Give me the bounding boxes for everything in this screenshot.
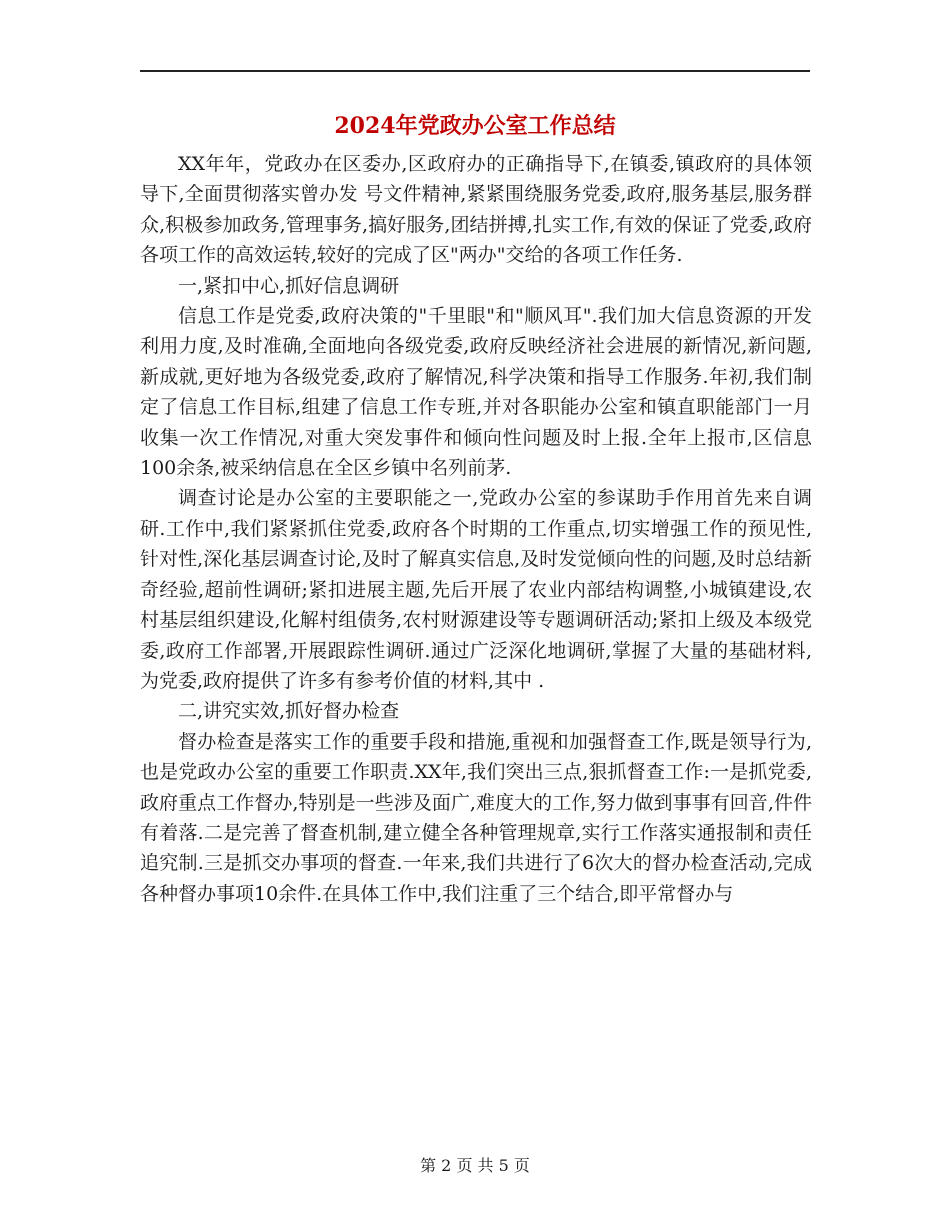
section-heading-2: 二,讲究实效,抓好督办检查 [178,700,400,723]
paragraph-supervision: 督办检查是落实工作的重要手段和措施,重视和加强督查工作,既是领导行为,也是党政办公室的重要工作职责.XX年,我们突出三点,狠抓督查工作:一是抓党委,政府重点工作督办,特别是一些涉及面广,难度大的工作,努力做到事事有回音,件件有着落.二是完善了督查机制,建立健全各种管理规章,实行工作落实通报制和责任追究制.三是抓交办事项的督查.一年来,我们共进行了6次大的督办检查活动,完成各种督办事项10余件.在具体工作中,我们注重了三个结合,即平常督办与 [140,730,812,905]
paragraph-research: 调查讨论是办公室的主要职能之一,党政办公室的参谋助手作用首先来自调研.工作中,我们紧紧抓住党委,政府各个时期的工作重点,切实增强工作的预见性,针对性,深化基层调查讨论,及时了解真实信息,及时发觉倾向性的问题,及时总结新奇经验,超前性调研;紧扣进展主题,先后开展了农业内部结构调整,小城镇建设,农村基层组织建设,化解村组债务,农村财源建设等专题调研活动;紧扣上级及本级党委,政府工作部署,开展跟踪性调研.通过广泛深化地调研,掌握了大量的基础材料,为党委,政府提供了许多有参考价值的材料,其中 . [140,487,812,692]
paragraph-intro: XX年年，党政办在区委办,区政府办的正确指导下,在镇委,镇政府的具体领导下,全面贯彻落实曾办发 号文件精神,紧紧围绕服务党委,政府,服务基层,服务群众,积极参加政务,管理事务,搞好服务,团结拼搏,扎实工作,有效的保证了党委,政府各项工作的高效运转,较好的完成了区"两办"交给的各项工作任务. [140,153,812,267]
section-heading-1: 一,紧扣中心,抓好信息调研 [178,274,400,297]
paragraph-information: 信息工作是党委,政府决策的"千里眼"和"顺风耳".我们加大信息资源的开发利用力度,及时准确,全面地向各级党委,政府反映经济社会进展的新情况,新问题,新成就,更好地为各级党委,政府了解情况,科学决策和指导工作服务.年初,我们制定了信息工作目标,组建了信息工作专班,并对各职能办公室和镇直职能部门一月收集一次工作情况,对重大突发事件和倾向性问题及时上报.全年上报市,区信息100余条,被采纳信息在全区乡镇中名列前茅. [140,305,812,480]
document-body [140,149,812,909]
header-rule [140,70,810,72]
document-title: 2024年党政办公室工作总结 [334,113,616,139]
page-number-footer: 第 2 页 共 5 页 [420,1156,530,1175]
